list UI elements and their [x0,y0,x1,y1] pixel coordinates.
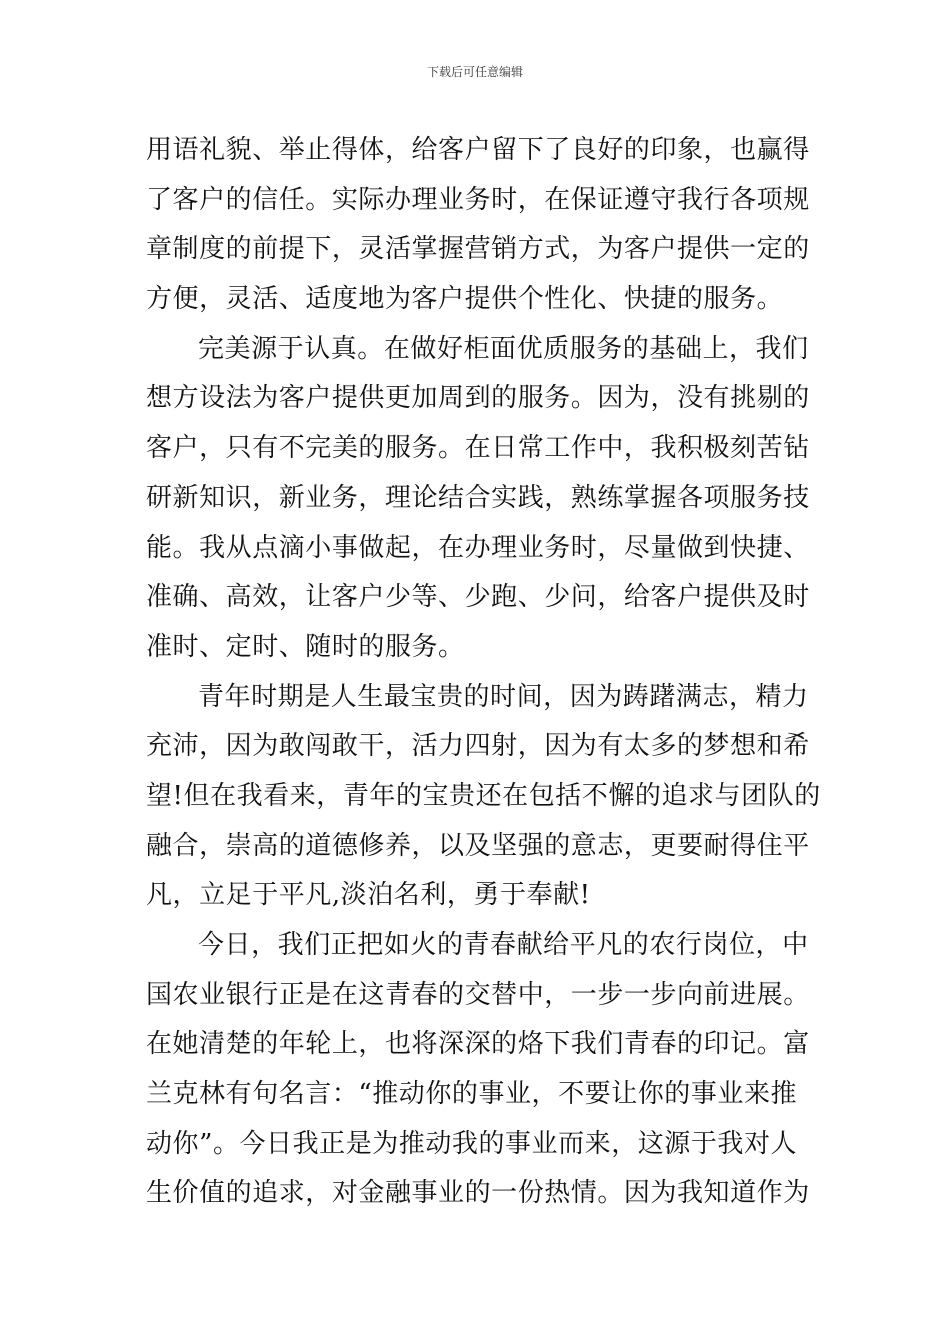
text-line-first: 青年时期是人生最宝贵的时间，因为踌躇满志，精力 [198,681,809,712]
text-line: 想方设法为客户提供更加周到的服务。因为，没有挑剔的 [146,383,810,414]
text-line: 动你”。今日我正是为推动我的事业而来，这源于我对人 [146,1128,798,1159]
text-line: 了客户的信任。实际办理业务时，在保证遵守我行各项规 [146,184,810,215]
text-line: 望!但在我看来，青年的宝贵还在包括不懈的追求与团队的 [146,780,821,811]
paragraph [146,325,808,673]
text-line: 准确、高效，让客户少等、少跑、少问，给客户提供及时 [146,582,810,613]
text-line: 准时、定时、随时的服务。 [146,631,465,662]
text-line: 能。我从点滴小事做起，在办理业务时，尽量做到快捷、 [146,532,810,563]
paragraph-continuation [146,126,808,325]
text-line: 充沛，因为敢闯敢干，活力四射，因为有太多的梦想和希 [146,731,810,762]
page-header-note: 下载后可任意编辑 [426,65,523,79]
text-line: 研新知识，新业务，理论结合实践，熟练掌握各项服务技 [146,482,810,513]
document-body [146,126,821,1219]
text-line: 章制度的前提下，灵活掌握营销方式，为客户提供一定的 [146,234,810,265]
text-line: 生价值的追求，对金融事业的一份热情。因为我知道作为 [146,1178,810,1209]
text-line: 国农业银行正是在这青春的交替中，一步一步向前进展。 [146,979,810,1010]
paragraph [146,921,808,1219]
text-line: 在她清楚的年轮上，也将深深的烙下我们青春的印记。富 [146,1029,810,1060]
text-line: 融合，崇高的道德修养，以及坚强的意志，更要耐得住平 [146,830,810,861]
text-line: 凡，立足于平凡,淡泊名利，勇于奉献! [146,880,591,911]
text-line: 客户，只有不完美的服务。在日常工作中，我积极刻苦钻 [146,433,810,464]
text-line-first: 今日，我们正把如火的青春献给平凡的农行岗位，中 [198,930,809,960]
text-line: 兰克林有句名言：“推动你的事业，不要让你的事业来推 [146,1079,798,1110]
text-line: 用语礼貌、举止得体，给客户留下了良好的印象，也赢得 [146,135,810,165]
text-line-first: 完美源于认真。在做好柜面优质服务的基础上，我们 [198,333,809,364]
text-line: 方便，灵活、适度地为客户提供个性化、快捷的服务。 [146,284,784,315]
paragraph [146,673,821,921]
